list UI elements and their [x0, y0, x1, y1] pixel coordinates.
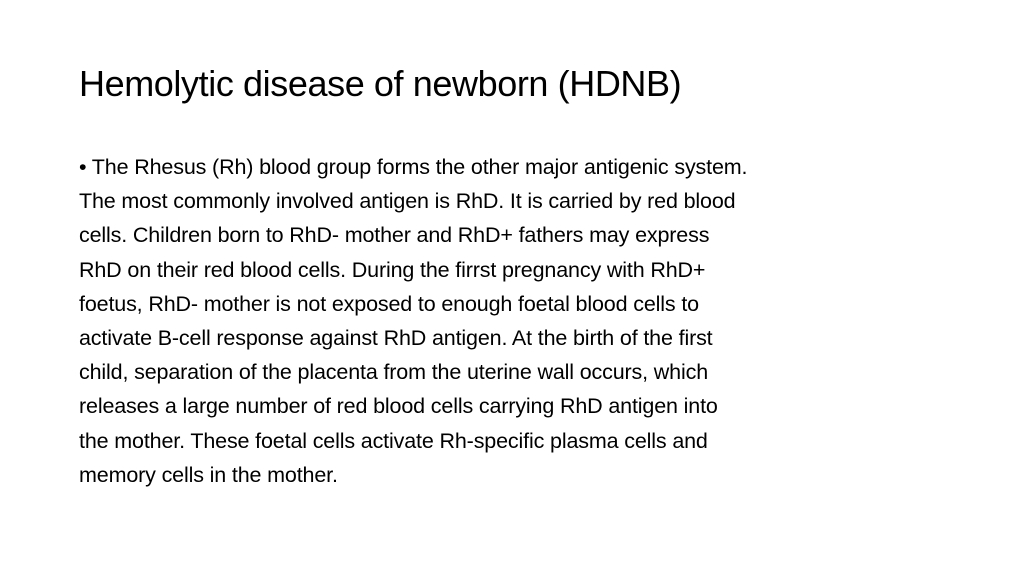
- body-line: child, separation of the placenta from the uterine wall occurs, which: [79, 360, 709, 385]
- body-line: cells. Children born to RhD- mother and RhD+ fathers may express: [79, 223, 710, 248]
- body-line: foetus, RhD- mother is not exposed to enough foetal blood cells to: [79, 291, 699, 316]
- body-line: releases a large number of red blood cells carrying RhD antigen into: [79, 394, 718, 419]
- body-line: RhD on their red blood cells. During the firrst pregnancy with RhD+: [79, 257, 706, 282]
- body-line: activate B-cell response against RhD antigen. At the birth of the first: [79, 326, 713, 351]
- body-line: the mother. These foetal cells activate Rh-specific plasma cells and: [79, 428, 708, 453]
- slide-body: [79, 150, 939, 492]
- body-line: • The Rhesus (Rh) blood group forms the other major antigenic system.: [79, 155, 748, 179]
- slide-title: Hemolytic disease of newborn (HDNB): [79, 63, 682, 104]
- body-line: The most commonly involved antigen is RhD. It is carried by red blood: [79, 189, 736, 214]
- body-line: memory cells in the mother.: [79, 462, 338, 487]
